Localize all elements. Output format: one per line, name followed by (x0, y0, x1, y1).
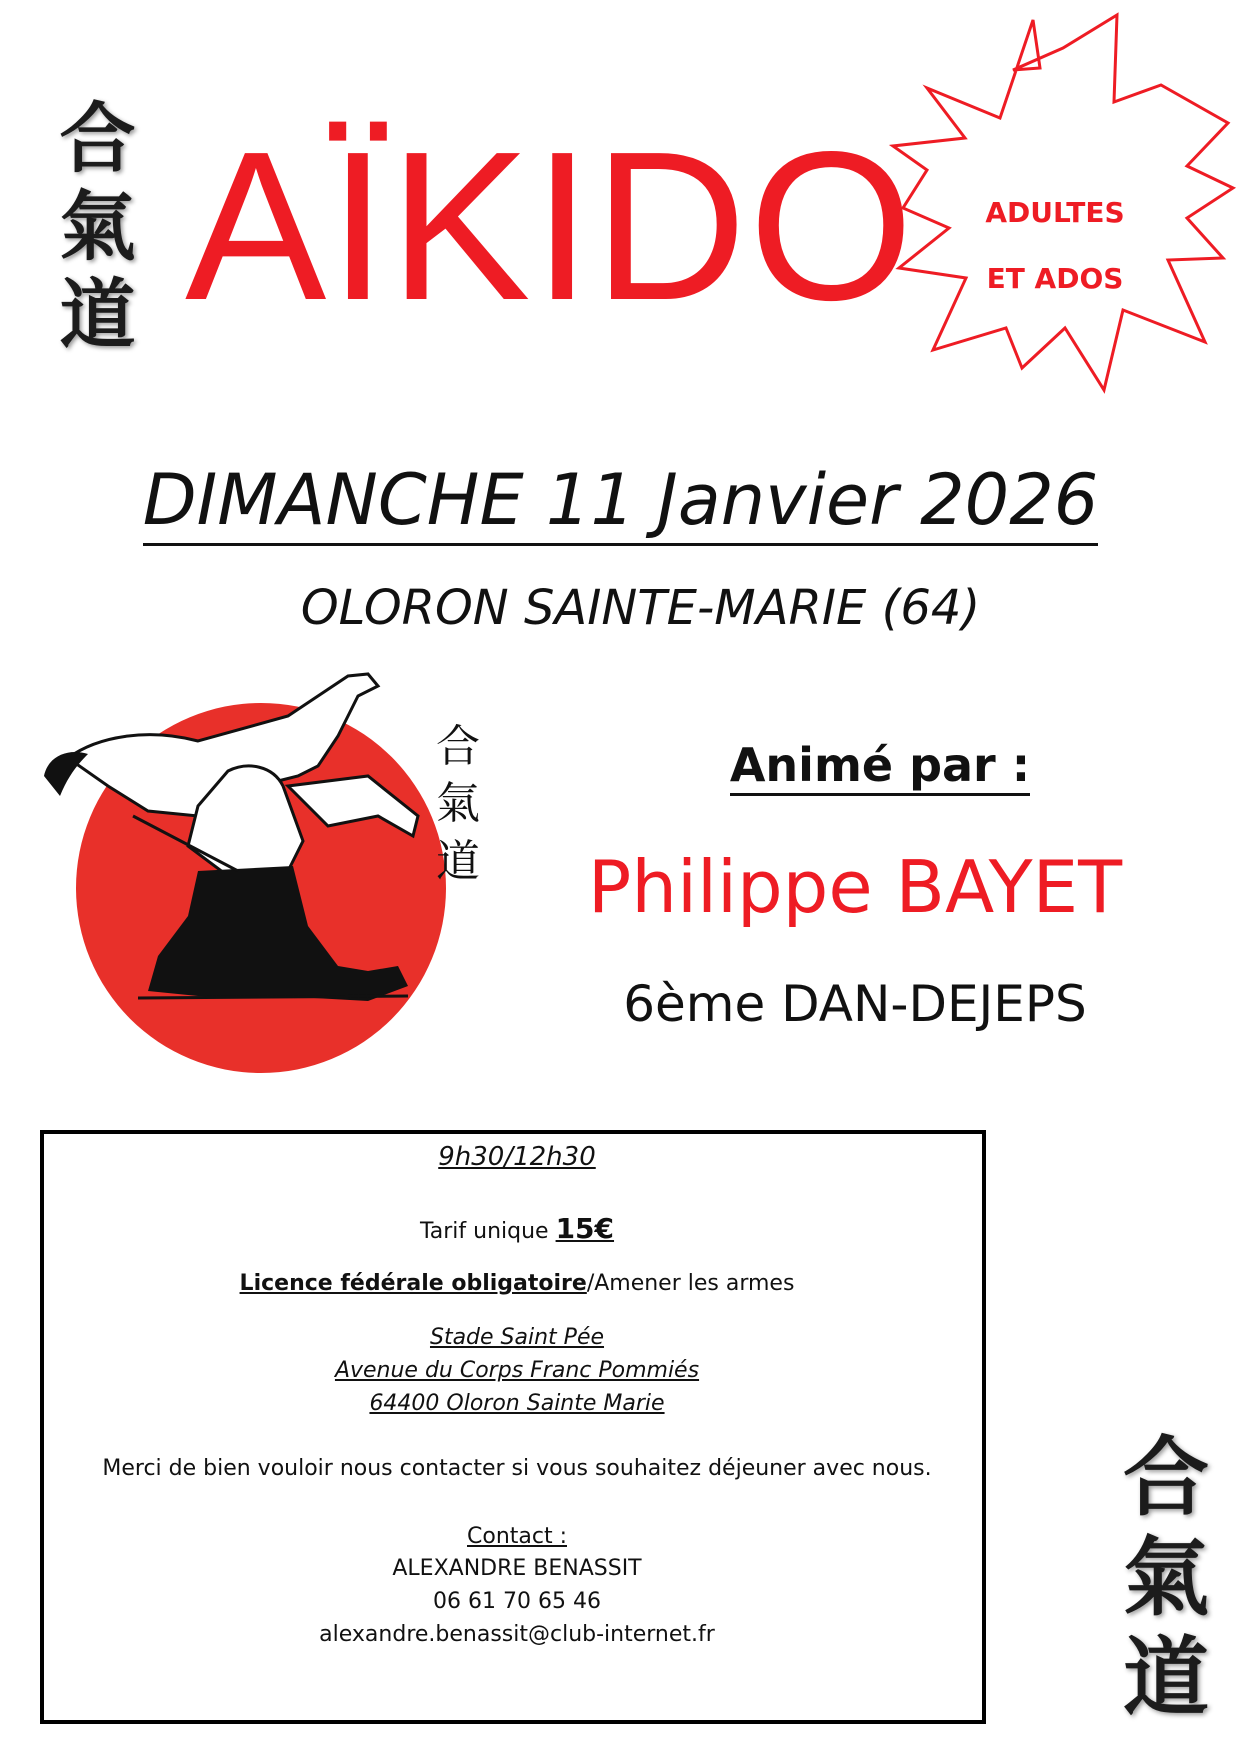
event-city: OLORON SAINTE-MARIE (64) (300, 580, 981, 636)
event-date (0, 458, 1241, 542)
audience-badge (955, 180, 1155, 312)
kanji-char: 道 (59, 270, 136, 359)
kanji-char: 氣 (1123, 1527, 1209, 1628)
event-date-text: DIMANCHE 11 Janvier 2026 (143, 459, 1099, 546)
kanji-calligraphy-top (40, 95, 155, 359)
instructor-intro (700, 738, 1060, 792)
venue-town: 64400 Oloron Sainte Marie (369, 1391, 665, 1416)
instructor-grade: 6ème DAN-DEJEPS (623, 975, 1087, 1033)
illustration-kanji: 氣 (436, 778, 480, 829)
contact-label: Contact : (467, 1524, 567, 1549)
price-value: 15€ (555, 1212, 615, 1245)
kanji-calligraphy-bottom (1100, 1428, 1232, 1728)
kanji-char: 道 (1123, 1627, 1209, 1728)
instructor-intro-text: Animé par : (730, 738, 1030, 796)
lunch-note: Merci de bien vouloir nous contacter si vous souhaitez déjeuner avec nous. (102, 1456, 932, 1481)
badge-line-teens: ET ADOS (986, 262, 1124, 295)
thrown-hair (44, 752, 88, 796)
instructor-name: Philippe BAYET (587, 845, 1123, 929)
venue-name: Stade Saint Pée (429, 1325, 605, 1350)
illustration-kanji: 合 (436, 721, 480, 772)
licence-weapons: /Amener les armes (586, 1271, 795, 1296)
page-title: AÏKIDO (185, 107, 916, 344)
ground-line (138, 996, 408, 998)
contact-phone[interactable]: 06 61 70 65 46 (433, 1589, 601, 1614)
info-box (40, 1130, 986, 1724)
badge-line-adults: ADULTES (985, 196, 1125, 229)
illustration-kanji: 道 (436, 836, 480, 887)
session-hours: 9h30/12h30 (438, 1142, 596, 1172)
licence-required: Licence fédérale obligatoire (239, 1271, 587, 1296)
contact-name: ALEXANDRE BENASSIT (392, 1556, 642, 1581)
kanji-char: 氣 (59, 182, 136, 271)
kanji-char: 合 (59, 94, 136, 183)
aikido-illustration (38, 666, 518, 1096)
kanji-char: 合 (1123, 1427, 1209, 1528)
licence-line (44, 1271, 990, 1296)
venue-street: Avenue du Corps Franc Pommiés (334, 1358, 700, 1383)
contact-email[interactable]: alexandre.benassit@club-internet.fr (319, 1622, 715, 1647)
price-line (44, 1212, 990, 1245)
price-label: Tarif unique (419, 1219, 556, 1244)
